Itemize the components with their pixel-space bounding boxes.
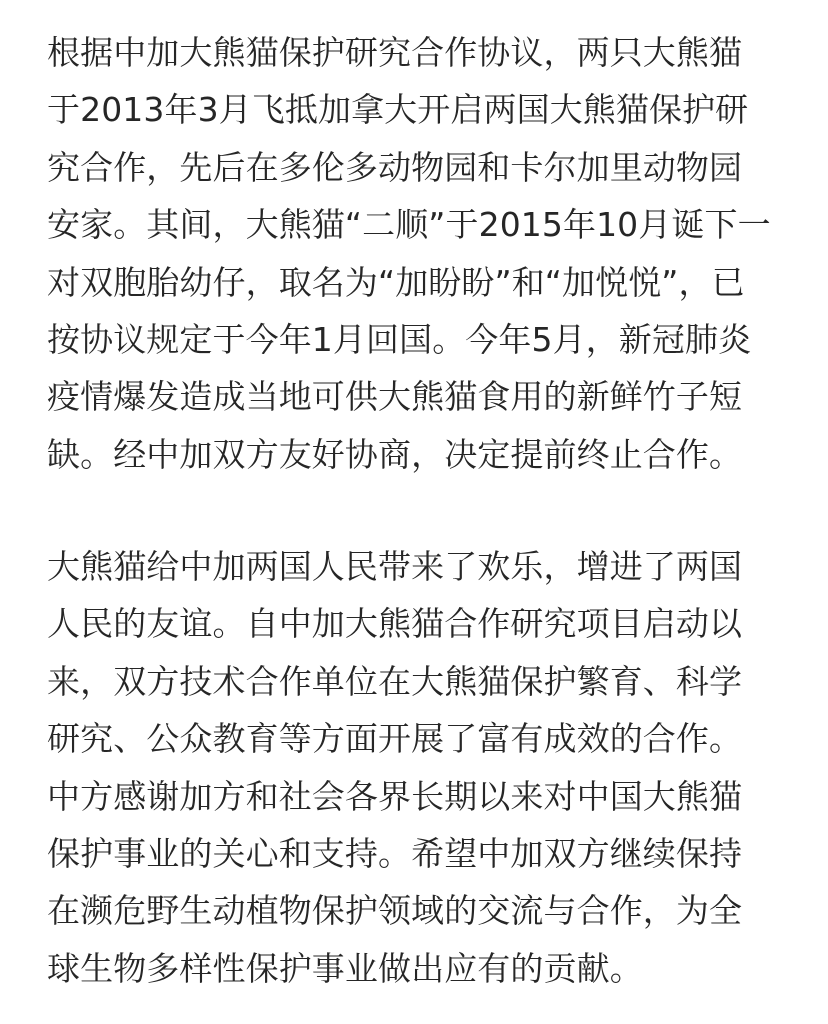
text-line: 在濒危野生动植物保护领域的交流与合作，为全 — [47, 891, 743, 931]
text-line: 根据中加大熊猫保护研究合作协议，两只大熊猫 — [47, 33, 743, 72]
text-line: 大熊猫给中加两国人民带来了欢乐，增进了两国 — [47, 547, 743, 586]
text-line: 究合作，先后在多伦多动物园和卡尔加里动物园 — [47, 147, 743, 187]
text-line: 保护事业的关心和支持。希望中加双方继续保持 — [47, 833, 743, 873]
paragraph-2 — [47, 538, 817, 997]
text-line: 安家。其间，大熊猫“二顺”于2015年10月诞下一 — [47, 205, 771, 245]
text-line: 人民的友谊。自中加大熊猫合作研究项目启动以 — [47, 604, 743, 644]
text-line: 来，双方技术合作单位在大熊猫保护繁育、科学 — [47, 661, 743, 701]
text-line: 球生物多样性保护事业做出应有的贡献。 — [47, 948, 643, 988]
text-line: 对双胞胎幼仔，取名为“加盼盼”和“加悦悦”，已 — [47, 262, 745, 302]
text-line: 疫情爆发造成当地可供大熊猫食用的新鲜竹子短 — [47, 377, 743, 417]
text-line: 研究、公众教育等方面开展了富有成效的合作。 — [47, 719, 743, 759]
text-line: 中方感谢加方和社会各界长期以来对中国大熊猫 — [47, 776, 743, 816]
text-line: 按协议规定于今年1月回国。今年5月，新冠肺炎 — [47, 319, 752, 359]
text-line: 缺。经中加双方友好协商，决定提前终止合作。 — [47, 434, 743, 474]
text-line: 于2013年3月飞抵加拿大开启两国大熊猫保护研 — [47, 90, 749, 130]
paragraph-1 — [47, 24, 817, 483]
